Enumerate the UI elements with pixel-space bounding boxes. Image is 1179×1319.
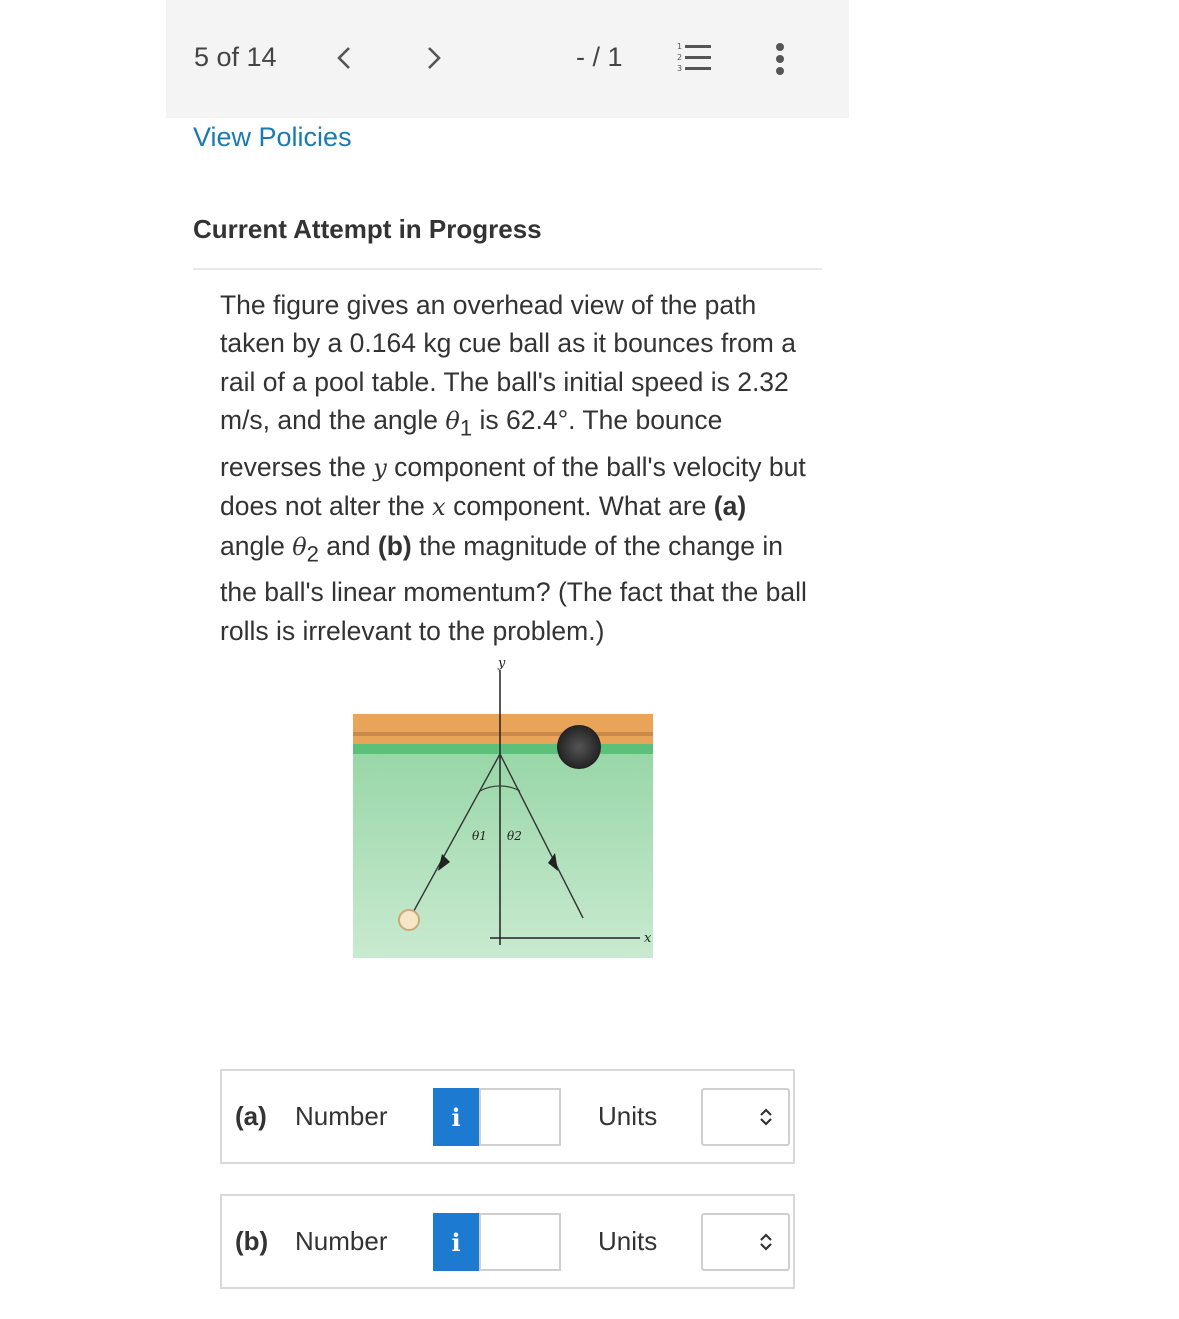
answer-row-b xyxy=(220,1194,795,1289)
attempt-status-title: Current Attempt in Progress xyxy=(193,214,542,244)
number-label: Number xyxy=(295,1226,388,1256)
answer-row-a xyxy=(220,1069,795,1164)
part-label: (b) xyxy=(235,1226,269,1256)
divider xyxy=(193,268,822,270)
numbered-list-icon xyxy=(676,40,712,76)
chevron-right-icon xyxy=(426,45,442,71)
units-label: Units xyxy=(598,1226,658,1256)
next-question-button[interactable] xyxy=(419,40,449,76)
units-select[interactable] xyxy=(701,1088,790,1146)
y-axis-label: y xyxy=(498,656,506,671)
question-card xyxy=(193,118,822,1319)
svg-text:3: 3 xyxy=(677,64,683,73)
vertical-ellipsis-icon xyxy=(768,40,792,80)
question-list-button[interactable] xyxy=(676,40,712,76)
number-label: Number xyxy=(295,1101,388,1131)
more-options-button[interactable] xyxy=(768,40,792,80)
pocket xyxy=(557,725,601,769)
svg-text:2: 2 xyxy=(677,53,683,62)
info-button[interactable]: i xyxy=(433,1088,479,1146)
units-select[interactable] xyxy=(701,1213,790,1271)
select-arrows-icon xyxy=(758,1107,774,1127)
info-button[interactable]: i xyxy=(433,1213,479,1271)
svg-text:1: 1 xyxy=(677,42,683,51)
table-rail xyxy=(353,714,653,744)
x-axis-label: x xyxy=(644,931,652,946)
number-input[interactable] xyxy=(479,1213,561,1271)
view-policies-link[interactable]: View Policies xyxy=(193,122,352,152)
select-arrows-icon xyxy=(758,1232,774,1252)
question-counter: 5 of 14 xyxy=(194,42,277,72)
cue-ball xyxy=(399,910,419,930)
units-label: Units xyxy=(598,1101,658,1131)
part-label: (a) xyxy=(235,1101,267,1131)
pool-table-figure xyxy=(348,650,668,970)
chevron-left-icon xyxy=(336,45,352,71)
theta1-label: θ1 xyxy=(472,829,487,843)
previous-question-button[interactable] xyxy=(329,40,359,76)
question-nav-bar xyxy=(166,0,849,118)
theta2-label: θ2 xyxy=(507,829,522,843)
table-cushion xyxy=(353,744,653,754)
question-text: The figure gives an overhead view of the path taken by a 0.164 kg cue ball as it bounces from a rail of a pool table. The ball's initial speed is 2.32 m/s, and the angle $\theta_1$ is 62.4°. The bounce reverses the y component of the ball's velocity but does not alter the x component. What are (a) angle $\theta_2$ and (b) the magnitude of the change in the ball's linear momentum? (The fact that the ball rolls is irrelevant to the problem.) xyxy=(220,290,807,646)
number-input[interactable] xyxy=(479,1088,561,1146)
question-score: - / 1 xyxy=(576,42,623,72)
